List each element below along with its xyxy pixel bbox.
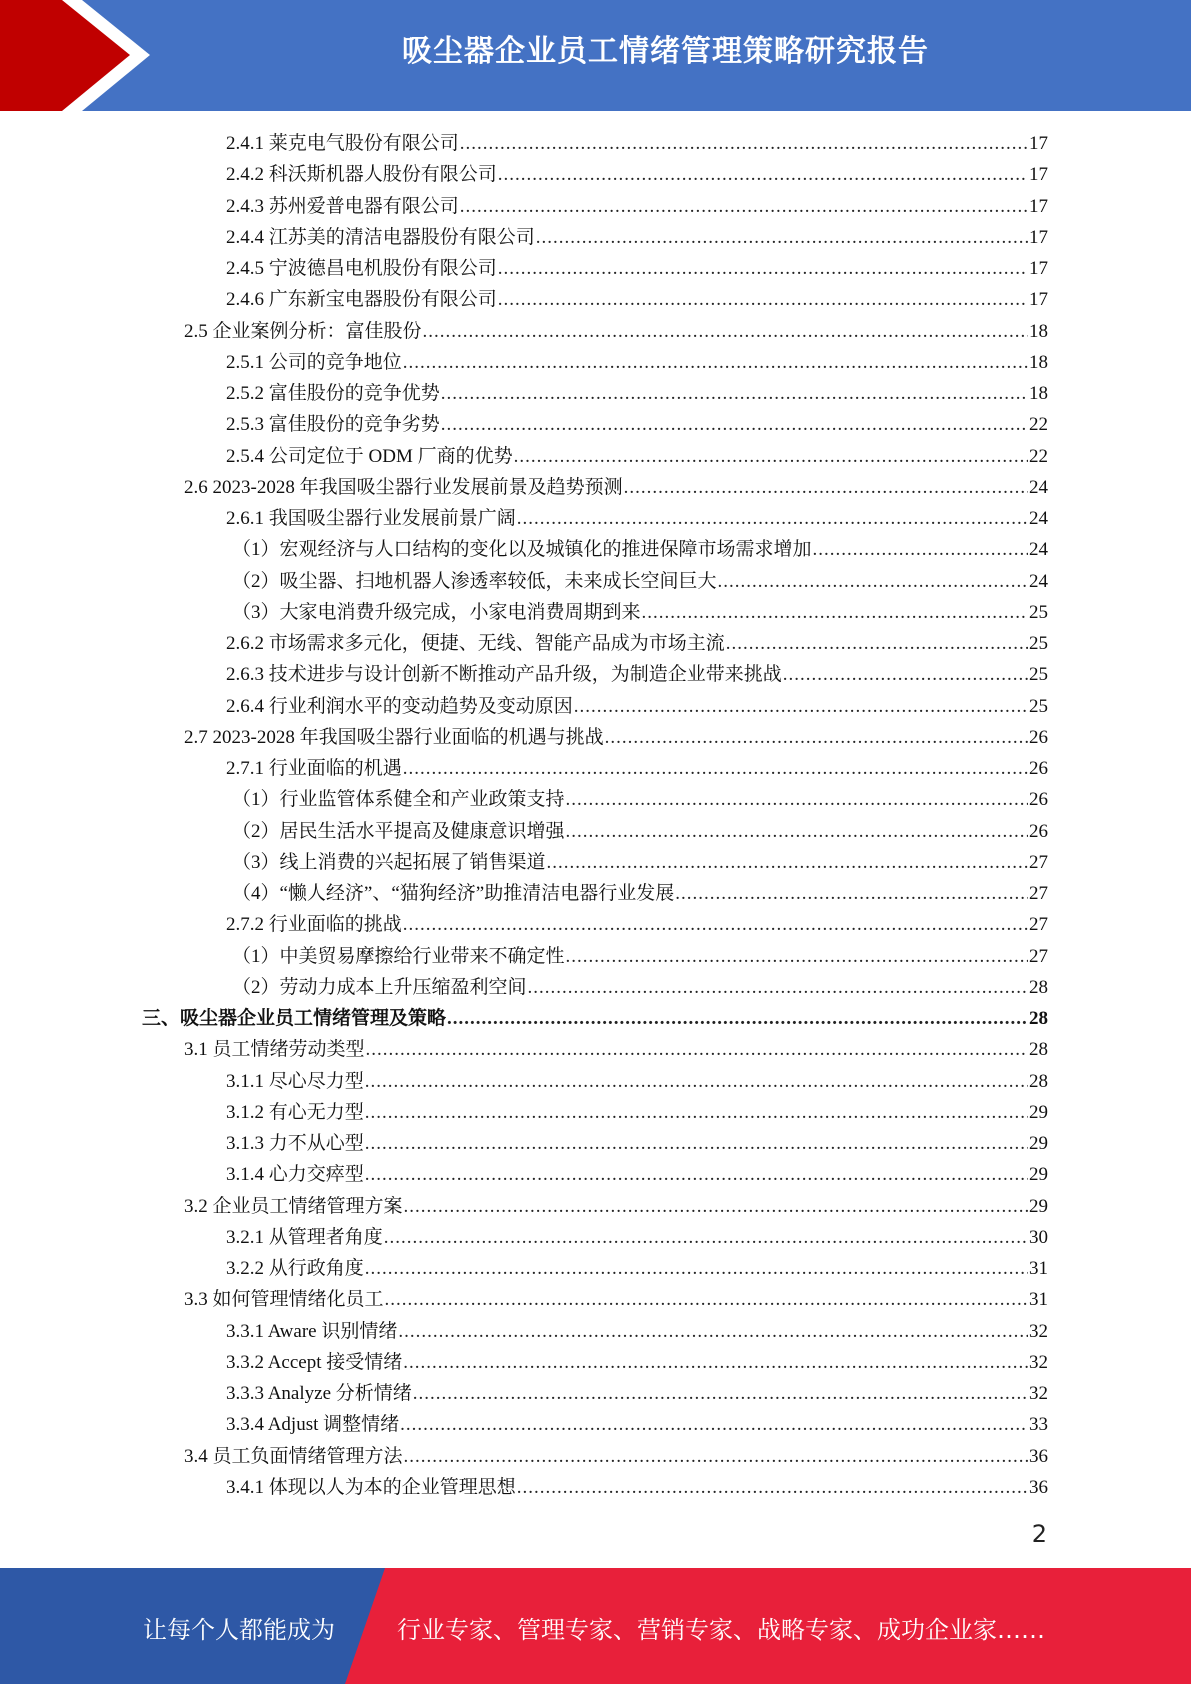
toc-leader-dots [574, 691, 1028, 722]
footer-band [0, 1568, 1191, 1684]
toc-entry-page: 33 [1029, 1414, 1048, 1436]
toc-entry-page: 17 [1029, 133, 1048, 154]
toc-entry-page: 26 [1029, 820, 1048, 842]
toc-entry-page: 31 [1029, 1289, 1048, 1311]
toc-entry-page: 25 [1029, 633, 1048, 654]
toc-entry[interactable] [226, 1378, 1048, 1409]
toc-entry-label: （2）劳动力成本上升压缩盈利空间 [232, 976, 527, 998]
toc-leader-dots [460, 128, 1028, 159]
toc-entry[interactable] [184, 472, 1048, 503]
toc-entry[interactable] [226, 191, 1048, 222]
toc-entry[interactable] [226, 409, 1048, 440]
toc-entry-label: （4）“懒人经济”、“猫狗经济”助推清洁电器行业发展 [232, 883, 675, 904]
toc-entry[interactable] [226, 691, 1048, 722]
toc-entry[interactable] [232, 534, 1048, 565]
toc-entry[interactable] [232, 566, 1048, 597]
toc-leader-dots [726, 628, 1028, 659]
toc-leader-dots [460, 191, 1028, 222]
toc-entry-label: 3.3 如何管理情绪化员工 [184, 1289, 384, 1311]
toc-entry[interactable] [226, 1097, 1048, 1128]
toc-entry[interactable] [232, 972, 1048, 1003]
toc-entry[interactable] [232, 816, 1048, 847]
toc-leader-dots [517, 503, 1028, 534]
toc-entry-page: 28 [1029, 1070, 1048, 1092]
toc-leader-dots [423, 316, 1028, 347]
toc-entry-label: 3.3.1 Aware 识别情绪 [226, 1320, 398, 1342]
toc-entry[interactable] [232, 847, 1048, 878]
toc-leader-dots [528, 972, 1028, 1003]
toc-entry-label: 2.4.2 科沃斯机器人股份有限公司 [226, 164, 497, 186]
toc-entry-page: 18 [1029, 320, 1048, 342]
toc-leader-dots [498, 253, 1028, 284]
toc-entry-page: 24 [1029, 570, 1048, 592]
toc-entry[interactable] [226, 1066, 1048, 1097]
toc-entry[interactable] [226, 1128, 1048, 1159]
toc-entry-label: 3.4.1 体现以人为本的企业管理思想 [226, 1476, 516, 1498]
toc-entry-page: 25 [1029, 695, 1048, 717]
toc-leader-dots [447, 1003, 1028, 1034]
toc-entry-page: 32 [1029, 1383, 1048, 1404]
toc-entry-page: 30 [1029, 1226, 1048, 1248]
toc-leader-dots [404, 1441, 1028, 1472]
toc-entry[interactable] [226, 253, 1048, 284]
toc-entry-label: 3.1.2 有心无力型 [226, 1101, 364, 1123]
toc-entry[interactable] [226, 347, 1048, 378]
toc-entry-page: 18 [1029, 351, 1048, 373]
toc-entry-page: 17 [1029, 226, 1048, 248]
toc-leader-dots [404, 1191, 1028, 1222]
toc-entry[interactable] [184, 1441, 1048, 1472]
toc-entry-page: 26 [1029, 789, 1048, 811]
toc-leader-dots [566, 816, 1028, 847]
report-title: 吸尘器企业员工情绪管理策略研究报告 [402, 34, 929, 69]
toc-entry[interactable] [226, 503, 1048, 534]
toc-entry[interactable] [226, 628, 1048, 659]
toc-leader-dots [403, 753, 1028, 784]
toc-leader-dots [514, 441, 1028, 472]
toc-entry[interactable] [226, 128, 1048, 159]
toc-entry-page: 17 [1029, 258, 1048, 279]
toc-leader-dots [498, 284, 1028, 315]
toc-entry[interactable] [232, 941, 1048, 972]
toc-entry-label: 2.4.3 苏州爱普电器有限公司 [226, 195, 459, 217]
toc-entry-label: 3.3.2 Accept 接受情绪 [226, 1351, 403, 1373]
header-band [0, 0, 1191, 111]
toc-entry-page: 17 [1029, 164, 1048, 186]
toc-leader-dots [403, 909, 1028, 940]
toc-entry-label: 3.3.4 Adjust 调整情绪 [226, 1414, 400, 1436]
toc-entry-page: 28 [1029, 1008, 1048, 1029]
toc-entry[interactable] [226, 1347, 1048, 1378]
toc-leader-dots [536, 222, 1028, 253]
toc-entry[interactable] [226, 1316, 1048, 1347]
toc-entry-label: 3.1.4 心力交瘁型 [226, 1164, 364, 1186]
toc-entry-page: 17 [1029, 289, 1048, 311]
toc-leader-dots [403, 347, 1028, 378]
toc-entry-page: 24 [1029, 539, 1048, 561]
toc-leader-dots [813, 534, 1028, 565]
toc-entry-label: 2.5.1 公司的竞争地位 [226, 351, 402, 373]
toc-entry[interactable] [226, 659, 1048, 690]
toc-leader-dots [624, 472, 1028, 503]
toc-entry-label: 2.6.1 我国吸尘器行业发展前景广阔 [226, 508, 516, 529]
toc-leader-dots [400, 1409, 1028, 1440]
toc-entry-label: 2.5.2 富佳股份的竞争优势 [226, 383, 440, 404]
toc-entry-label: 2.4.4 江苏美的清洁电器股份有限公司 [226, 226, 535, 248]
toc-entry-page: 24 [1029, 508, 1048, 529]
toc-entry-page: 17 [1029, 195, 1048, 217]
toc-leader-dots [385, 1284, 1028, 1315]
toc-entry-label: 3.2 企业员工情绪管理方案 [184, 1195, 403, 1217]
toc-entry-label: 三、吸尘器企业员工情绪管理及策略 [142, 1008, 447, 1029]
toc-entry-label: （1）中美贸易摩擦给行业带来不确定性 [232, 945, 565, 967]
toc-leader-dots [783, 659, 1028, 690]
toc-entry[interactable] [226, 222, 1048, 253]
toc-leader-dots [384, 1222, 1028, 1253]
toc-leader-dots [366, 1034, 1028, 1065]
toc-entry-page: 28 [1029, 976, 1048, 998]
toc-entry-page: 22 [1029, 414, 1048, 436]
toc-leader-dots [498, 159, 1028, 190]
toc-entry-label: （3）大家电消费升级完成，小家电消费周期到来 [232, 601, 641, 623]
toc-entry-label: 3.1.3 力不从心型 [226, 1133, 364, 1154]
toc-entry[interactable] [226, 441, 1048, 472]
toc-entry-label: 3.4 员工负面情绪管理方法 [184, 1445, 403, 1467]
toc-entry-label: 2.7.1 行业面临的机遇 [226, 758, 402, 779]
toc-entry-label: 2.6.2 市场需求多元化，便捷、无线、智能产品成为市场主流 [226, 633, 725, 654]
toc-entry-label: 2.7 2023-2028 年我国吸尘器行业面临的机遇与挑战 [184, 726, 604, 748]
toc-entry[interactable] [184, 1191, 1048, 1222]
toc-entry[interactable] [226, 159, 1048, 190]
toc-entry[interactable] [226, 909, 1048, 940]
toc-entry-label: 2.6.3 技术进步与设计创新不断推动产品升级，为制造企业带来挑战 [226, 664, 782, 686]
toc-entry[interactable] [226, 1253, 1048, 1284]
toc-entry[interactable] [226, 378, 1048, 409]
toc-entry-label: （2）吸尘器、扫地机器人渗透率较低，未来成长空间巨大 [232, 570, 717, 592]
toc-entry-page: 24 [1029, 476, 1048, 498]
toc-entry-page: 32 [1029, 1320, 1048, 1342]
toc-entry-page: 31 [1029, 1258, 1048, 1279]
toc-entry-label: 3.3.3 Analyze 分析情绪 [226, 1383, 412, 1404]
toc-entry-label: 2.4.5 宁波德昌电机股份有限公司 [226, 258, 497, 279]
toc-leader-dots [718, 566, 1028, 597]
toc-entry-label: 3.2.2 从行政角度 [226, 1258, 364, 1279]
toc-entry-label: （1）行业监管体系健全和产业政策支持 [232, 789, 565, 811]
toc-entry-page: 25 [1029, 601, 1048, 623]
toc-entry-page: 27 [1029, 883, 1048, 904]
toc-entry[interactable] [184, 316, 1048, 347]
toc-leader-dots [566, 784, 1028, 815]
toc-entry[interactable] [232, 597, 1048, 628]
toc-entry-page: 27 [1029, 851, 1048, 873]
toc-entry-page: 22 [1029, 445, 1048, 467]
toc-leader-dots [517, 1472, 1028, 1503]
toc-entry-page: 29 [1029, 1195, 1048, 1217]
page-number: 2 [1031, 1520, 1047, 1548]
toc-entry[interactable] [226, 1159, 1048, 1190]
toc-entry[interactable] [184, 1034, 1048, 1065]
toc-leader-dots [403, 1347, 1028, 1378]
toc-leader-dots [413, 1378, 1028, 1409]
toc-leader-dots [675, 878, 1028, 909]
toc-leader-dots [605, 722, 1028, 753]
toc-entry[interactable] [226, 1472, 1048, 1503]
toc-leader-dots [365, 1253, 1028, 1284]
toc-entry-label: （1）宏观经济与人口结构的变化以及城镇化的推进保障市场需求增加 [232, 539, 812, 561]
toc-entry[interactable] [226, 1409, 1048, 1440]
footer-slogan-right: 行业专家、管理专家、营销专家、战略专家、成功企业家…… [397, 1616, 1045, 1644]
toc-leader-dots [642, 597, 1028, 628]
toc-leader-dots [365, 1128, 1028, 1159]
toc-entry-page: 36 [1029, 1445, 1048, 1467]
toc-entry-page: 29 [1029, 1133, 1048, 1154]
toc-entry-label: 2.7.2 行业面临的挑战 [226, 914, 402, 936]
toc-entry[interactable] [226, 753, 1048, 784]
toc-entry[interactable] [226, 284, 1048, 315]
toc-leader-dots [441, 409, 1028, 440]
toc-entry-label: （2）居民生活水平提高及健康意识增强 [232, 820, 565, 842]
toc-entry[interactable] [226, 1222, 1048, 1253]
toc-entry-page: 36 [1029, 1476, 1048, 1498]
toc-entry-label: 2.4.6 广东新宝电器股份有限公司 [226, 289, 497, 311]
toc-entry-label: 3.1.1 尽心尽力型 [226, 1070, 364, 1092]
toc-leader-dots [365, 1159, 1028, 1190]
toc-entry-page: 25 [1029, 664, 1048, 686]
toc-entry-label: 2.5 企业案例分析：富佳股份 [184, 320, 422, 342]
toc-entry-label: 3.1 员工情绪劳动类型 [184, 1039, 365, 1061]
toc-entry[interactable] [184, 1284, 1048, 1315]
toc-entry-label: 2.6.4 行业利润水平的变动趋势及变动原因 [226, 695, 573, 717]
toc-leader-dots [365, 1097, 1028, 1128]
toc-leader-dots [398, 1316, 1028, 1347]
toc-entry[interactable] [232, 784, 1048, 815]
toc-entry-page: 27 [1029, 945, 1048, 967]
toc-entry-page: 28 [1029, 1039, 1048, 1061]
footer-slogan-left: 让每个人都能成为 [143, 1616, 335, 1644]
toc-entry-page: 29 [1029, 1101, 1048, 1123]
toc-entry-page: 26 [1029, 726, 1048, 748]
toc-entry[interactable] [142, 1003, 1048, 1034]
toc-entry-label: （3）线上消费的兴起拓展了销售渠道 [232, 851, 546, 873]
toc-entry-label: 2.6 2023-2028 年我国吸尘器行业发展前景及趋势预测 [184, 476, 623, 498]
toc-entry-page: 32 [1029, 1351, 1048, 1373]
toc-leader-dots [441, 378, 1028, 409]
toc-entry-page: 18 [1029, 383, 1048, 404]
toc-entry-page: 26 [1029, 758, 1048, 779]
toc-entry[interactable] [184, 722, 1048, 753]
toc-entry-page: 27 [1029, 914, 1048, 936]
toc-leader-dots [566, 941, 1028, 972]
toc-entry-label: 2.4.1 莱克电气股份有限公司 [226, 133, 459, 154]
toc-entry[interactable] [232, 878, 1048, 909]
toc-entry-page: 29 [1029, 1164, 1048, 1186]
toc-entry-label: 3.2.1 从管理者角度 [226, 1226, 383, 1248]
toc-entry-label: 2.5.4 公司定位于 ODM 厂商的优势 [226, 445, 513, 467]
toc-entry-label: 2.5.3 富佳股份的竞争劣势 [226, 414, 440, 436]
chevron-decoration [0, 0, 160, 111]
toc-leader-dots [365, 1066, 1028, 1097]
toc-leader-dots [547, 847, 1028, 878]
